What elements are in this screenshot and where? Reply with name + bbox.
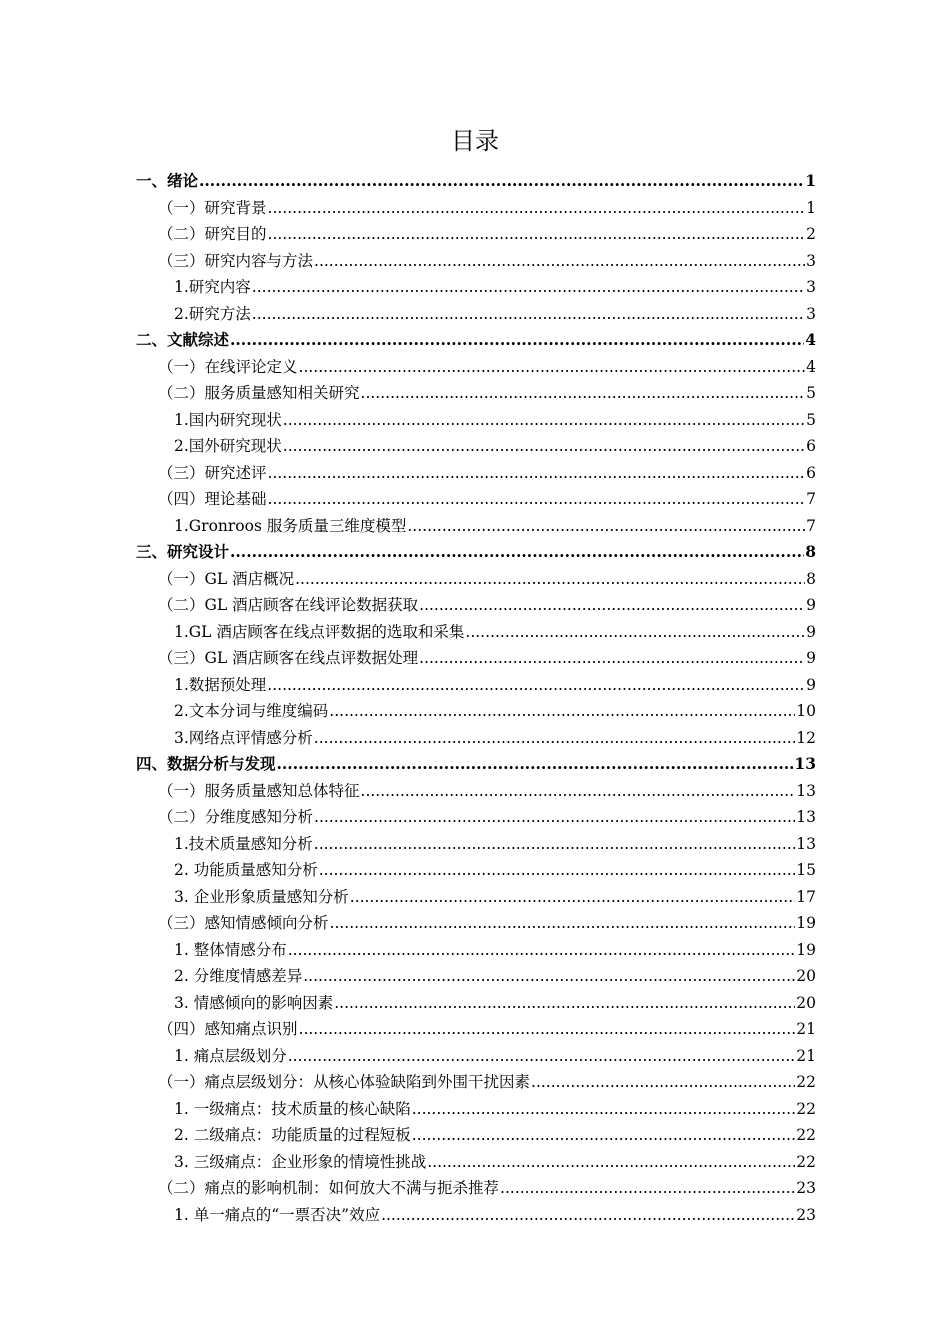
toc-entry-page: 13 xyxy=(794,754,816,773)
toc-entry-page: 22 xyxy=(796,1152,816,1171)
toc-dot-leader xyxy=(361,778,796,805)
toc-entry-page: 22 xyxy=(796,1099,816,1118)
toc-entry[interactable] xyxy=(136,751,816,778)
toc-entry[interactable] xyxy=(136,672,816,699)
toc-entry-label: 2. 分维度情感差异 xyxy=(174,967,303,985)
toc-dot-leader xyxy=(314,804,795,831)
toc-entry-label: 1.技术质量感知分析 xyxy=(174,834,313,853)
table-of-contents xyxy=(136,168,816,1228)
toc-entry[interactable] xyxy=(136,513,816,540)
toc-entry-label: 一、绪论 xyxy=(136,171,199,190)
toc-entry-page: 6 xyxy=(806,437,816,455)
toc-entry[interactable] xyxy=(136,592,816,619)
toc-entry-page: 8 xyxy=(806,569,816,588)
toc-entry[interactable] xyxy=(136,1096,816,1123)
toc-entry[interactable] xyxy=(136,619,816,646)
toc-entry[interactable] xyxy=(136,407,816,434)
toc-entry-page: 1 xyxy=(805,171,816,190)
toc-entry[interactable] xyxy=(136,433,816,460)
toc-entry[interactable] xyxy=(136,1016,816,1043)
toc-dot-leader xyxy=(230,327,804,354)
toc-dot-leader xyxy=(268,486,806,513)
toc-entry-label: 3.网络点评情感分析 xyxy=(174,728,313,747)
toc-entry-label: 3. 企业形象质量感知分析 xyxy=(174,887,349,906)
toc-entry[interactable] xyxy=(136,778,816,805)
toc-dot-leader xyxy=(381,1202,795,1229)
toc-dot-leader xyxy=(419,592,805,619)
toc-dot-leader xyxy=(283,433,805,460)
toc-entry-label: （二）分维度感知分析 xyxy=(158,808,314,826)
toc-entry-page: 15 xyxy=(796,861,816,879)
toc-entry-page: 23 xyxy=(796,1179,816,1197)
toc-entry-label: （二）痛点的影响机制：如何放大不满与扼杀推荐 xyxy=(158,1179,500,1197)
toc-entry-page: 17 xyxy=(796,887,816,906)
toc-entry[interactable] xyxy=(136,990,816,1017)
toc-entry[interactable] xyxy=(136,301,816,328)
toc-entry[interactable] xyxy=(136,698,816,725)
toc-entry[interactable] xyxy=(136,566,816,593)
toc-entry[interactable] xyxy=(136,725,816,752)
toc-entry-label: （二）服务质量感知相关研究 xyxy=(158,384,360,402)
toc-entry-label: 1.GL 酒店顾客在线点评数据的选取和采集 xyxy=(174,622,465,641)
toc-entry-label: 2.研究方法 xyxy=(174,304,251,323)
toc-entry-page: 23 xyxy=(796,1205,816,1224)
toc-dot-leader xyxy=(283,407,805,434)
toc-entry-label: 1. 整体情感分布 xyxy=(174,940,287,959)
toc-dot-leader xyxy=(303,963,795,990)
toc-dot-leader xyxy=(314,248,805,275)
toc-dot-leader xyxy=(277,751,794,778)
toc-entry-page: 21 xyxy=(796,1046,816,1065)
toc-entry[interactable] xyxy=(136,1043,816,1070)
toc-dot-leader xyxy=(361,380,806,407)
toc-entry-label: （三）GL 酒店顾客在线点评数据处理 xyxy=(158,649,419,667)
toc-entry-label: （一）痛点层级划分：从核心体验缺陷到外围干扰因素 xyxy=(158,1073,531,1091)
toc-entry-page: 9 xyxy=(806,675,816,694)
toc-entry-page: 20 xyxy=(796,967,816,985)
toc-entry[interactable] xyxy=(136,221,816,248)
toc-dot-leader xyxy=(500,1175,795,1202)
toc-entry[interactable] xyxy=(136,354,816,381)
toc-entry-page: 22 xyxy=(796,1126,816,1144)
toc-entry-label: 1. 单一痛点的“一票否决”效应 xyxy=(174,1205,381,1224)
toc-dot-leader xyxy=(407,513,805,540)
toc-entry-label: （四）感知痛点识别 xyxy=(158,1020,298,1038)
toc-entry-page: 6 xyxy=(806,463,816,482)
toc-entry-page: 1 xyxy=(806,198,816,217)
toc-entry[interactable] xyxy=(136,937,816,964)
toc-entry[interactable] xyxy=(136,248,816,275)
toc-entry-label: 二、文献综述 xyxy=(136,330,230,349)
toc-entry-label: （一）服务质量感知总体特征 xyxy=(158,781,360,800)
toc-entry-label: （三）研究内容与方法 xyxy=(158,251,314,270)
toc-dot-leader xyxy=(412,1096,796,1123)
toc-entry[interactable] xyxy=(136,963,816,990)
toc-dot-leader xyxy=(252,274,805,301)
toc-dot-leader xyxy=(299,354,806,381)
toc-entry[interactable] xyxy=(136,910,816,937)
toc-entry-label: 三、研究设计 xyxy=(136,542,230,561)
toc-entry-label: 1.数据预处理 xyxy=(174,675,267,694)
toc-entry[interactable] xyxy=(136,884,816,911)
toc-dot-leader xyxy=(299,1016,796,1043)
toc-dot-leader xyxy=(412,1122,796,1149)
toc-dot-leader xyxy=(330,910,796,937)
toc-entry[interactable] xyxy=(136,274,816,301)
toc-entry[interactable] xyxy=(136,1202,816,1229)
toc-entry-label: 1. 一级痛点：技术质量的核心缺陷 xyxy=(174,1099,411,1118)
toc-dot-leader xyxy=(427,1149,795,1176)
toc-entry[interactable] xyxy=(136,857,816,884)
toc-entry-label: （二）研究目的 xyxy=(158,225,267,243)
toc-entry-page: 21 xyxy=(796,1020,816,1038)
toc-entry-label: 四、数据分析与发现 xyxy=(136,754,276,773)
toc-entry-page: 9 xyxy=(806,622,816,641)
toc-entry[interactable] xyxy=(136,1175,816,1202)
toc-entry[interactable] xyxy=(136,380,816,407)
toc-dot-leader xyxy=(199,168,804,195)
toc-entry[interactable] xyxy=(136,831,816,858)
toc-entry-page: 12 xyxy=(796,728,816,747)
toc-entry[interactable] xyxy=(136,327,816,354)
toc-entry-page: 13 xyxy=(796,781,816,800)
toc-entry-label: 3. 情感倾向的影响因素 xyxy=(174,993,334,1012)
toc-dot-leader xyxy=(230,539,804,566)
toc-dot-leader xyxy=(334,990,795,1017)
toc-entry-label: 1.国内研究现状 xyxy=(174,410,282,429)
toc-entry-page: 10 xyxy=(796,702,816,720)
toc-entry-page: 9 xyxy=(806,649,816,667)
toc-entry-page: 5 xyxy=(806,384,816,402)
toc-dot-leader xyxy=(268,195,806,222)
toc-dot-leader xyxy=(252,301,805,328)
toc-entry[interactable] xyxy=(136,168,816,195)
toc-dot-leader xyxy=(288,937,796,964)
toc-entry-label: 3. 三级痛点：企业形象的情境性挑战 xyxy=(174,1152,427,1171)
toc-dot-leader xyxy=(268,460,806,487)
toc-dot-leader xyxy=(319,857,796,884)
toc-dot-leader xyxy=(419,645,805,672)
toc-entry-label: （四）理论基础 xyxy=(158,490,267,508)
toc-entry-page: 20 xyxy=(796,993,816,1012)
toc-entry-page: 5 xyxy=(806,410,816,429)
toc-entry-page: 4 xyxy=(805,330,816,349)
toc-entry-label: 2.文本分词与维度编码 xyxy=(174,702,329,720)
toc-entry[interactable] xyxy=(136,460,816,487)
toc-entry[interactable] xyxy=(136,1122,816,1149)
toc-entry-label: 2. 二级痛点：功能质量的过程短板 xyxy=(174,1126,411,1144)
toc-entry-page: 7 xyxy=(806,490,816,508)
toc-entry-page: 22 xyxy=(796,1073,816,1091)
toc-entry-label: （二）GL 酒店顾客在线评论数据获取 xyxy=(158,596,419,614)
toc-dot-leader xyxy=(329,698,795,725)
toc-entry-label: （一）研究背景 xyxy=(158,198,267,217)
toc-entry[interactable] xyxy=(136,1069,816,1096)
toc-dot-leader xyxy=(268,221,806,248)
toc-entry-page: 13 xyxy=(796,834,816,853)
toc-dot-leader xyxy=(314,831,795,858)
toc-entry-page: 3 xyxy=(806,278,816,296)
toc-entry[interactable] xyxy=(136,486,816,513)
toc-entry-page: 2 xyxy=(806,225,816,243)
toc-entry-page: 19 xyxy=(796,940,816,959)
toc-dot-leader xyxy=(531,1069,795,1096)
toc-entry-label: 2. 功能质量感知分析 xyxy=(174,861,318,879)
page-title: 目录 xyxy=(451,127,499,155)
toc-entry-page: 7 xyxy=(806,516,816,535)
toc-entry-label: 1. 痛点层级划分 xyxy=(174,1046,287,1065)
toc-entry-label: 2.国外研究现状 xyxy=(174,437,282,455)
toc-dot-leader xyxy=(465,619,805,646)
toc-entry[interactable] xyxy=(136,645,816,672)
toc-entry-page: 13 xyxy=(796,808,816,826)
toc-entry-page: 3 xyxy=(806,251,816,270)
toc-entry-page: 19 xyxy=(796,914,816,932)
toc-entry[interactable] xyxy=(136,804,816,831)
toc-entry-label: （一）在线评论定义 xyxy=(158,357,298,376)
toc-dot-leader xyxy=(267,672,805,699)
toc-entry[interactable] xyxy=(136,539,816,566)
toc-dot-leader xyxy=(314,725,795,752)
toc-entry-label: （三）研究述评 xyxy=(158,463,267,482)
toc-dot-leader xyxy=(288,1043,796,1070)
toc-entry[interactable] xyxy=(136,195,816,222)
toc-dot-leader xyxy=(350,884,796,911)
toc-entry-page: 3 xyxy=(806,304,816,323)
toc-entry-page: 4 xyxy=(806,357,816,376)
toc-entry-label: 1.研究内容 xyxy=(174,278,251,296)
toc-entry-label: （一）GL 酒店概况 xyxy=(158,569,295,588)
toc-entry-page: 9 xyxy=(806,596,816,614)
toc-entry[interactable] xyxy=(136,1149,816,1176)
toc-entry-label: 1.Gronroos 服务质量三维度模型 xyxy=(174,516,407,535)
toc-dot-leader xyxy=(295,566,805,593)
toc-entry-label: （三）感知情感倾向分析 xyxy=(158,914,329,932)
toc-entry-page: 8 xyxy=(805,542,816,561)
